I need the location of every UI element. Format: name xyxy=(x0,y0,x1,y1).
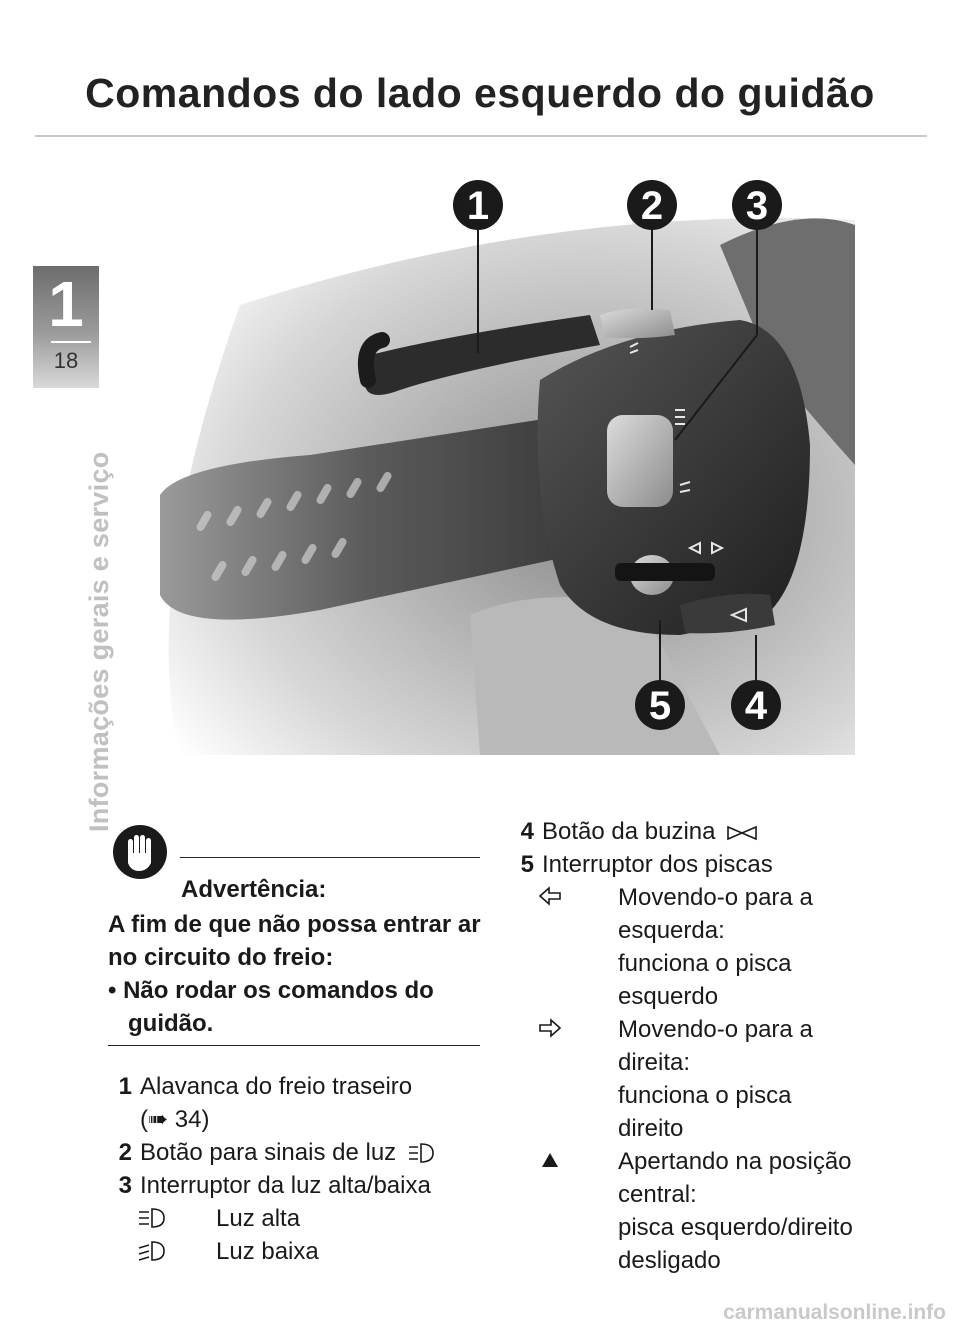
callout-2: 2 xyxy=(640,184,664,228)
sub-item-line: funciona o pisca xyxy=(618,950,792,977)
sub-item-line: funciona o pisca xyxy=(618,1082,792,1109)
item-text: Alavanca do freio traseiro xyxy=(140,1073,413,1100)
page-title: Comandos do lado esquerdo do guidão xyxy=(85,70,875,116)
headlight-flasher-icon xyxy=(407,1142,435,1164)
sub-item-line: Movendo-o para a xyxy=(618,884,813,911)
low-beam-icon xyxy=(136,1239,166,1263)
high-beam-icon xyxy=(136,1206,166,1230)
handlebar-controls-figure xyxy=(120,165,855,755)
item-number: 1 xyxy=(118,1073,132,1100)
item-number: 4 xyxy=(520,818,534,845)
chapter-number: 1 xyxy=(48,268,84,340)
chapter-divider xyxy=(51,341,91,343)
callout-1: 1 xyxy=(466,184,490,228)
legend-list-left xyxy=(108,1070,488,1268)
item-number: 3 xyxy=(118,1172,132,1199)
item-text: Interruptor da luz alta/baixa xyxy=(140,1172,431,1199)
list-item xyxy=(510,848,930,881)
item-text: Interruptor dos piscas xyxy=(542,851,773,878)
sub-item-line: esquerdo xyxy=(618,983,719,1010)
item-number: 5 xyxy=(520,851,534,878)
item-number: 2 xyxy=(118,1139,132,1166)
sub-item-line: Movendo-o para a xyxy=(618,1016,813,1043)
right-arrow-icon xyxy=(538,1017,562,1039)
warning-bottom-rule xyxy=(108,1045,480,1046)
list-item xyxy=(108,1169,488,1202)
callout-4: 4 xyxy=(744,684,768,728)
warning-body xyxy=(108,908,488,1040)
warning-text: A fim de que não possa entrar ar no circuito do freio: xyxy=(108,911,481,971)
sub-item-line: desligado xyxy=(618,1247,721,1274)
sub-item-text: Luz baixa xyxy=(216,1238,319,1265)
stop-hand-icon xyxy=(111,823,169,881)
item-text: Botão da buzina xyxy=(542,818,716,845)
sub-item-line: direito xyxy=(618,1115,684,1142)
warning-top-rule xyxy=(180,857,480,858)
warning-title: Advertência: xyxy=(181,876,327,903)
sub-item xyxy=(510,881,930,1013)
section-label: Informações gerais e serviço xyxy=(84,451,114,832)
up-triangle-icon xyxy=(538,1149,562,1171)
page-reference: (➠ 34) xyxy=(140,1106,210,1133)
sub-item xyxy=(510,1013,930,1145)
left-arrow-icon xyxy=(538,885,562,907)
watermark: carmanualsonline.info xyxy=(723,1301,946,1324)
sub-item xyxy=(108,1202,488,1235)
title-divider xyxy=(35,135,927,137)
sub-item xyxy=(108,1235,488,1268)
sub-item-line: central: xyxy=(618,1181,697,1208)
sub-item-line: direita: xyxy=(618,1049,691,1076)
list-item xyxy=(108,1070,488,1136)
list-item xyxy=(510,815,930,848)
sub-item-line: esquerda: xyxy=(618,917,725,944)
sub-item xyxy=(510,1145,930,1277)
page-number: 18 xyxy=(53,348,79,373)
horn-icon xyxy=(726,823,758,843)
sub-item-text: Luz alta xyxy=(216,1205,301,1232)
sub-item-line: pisca esquerdo/direito xyxy=(618,1214,853,1241)
warning-bullet: • Não rodar os comandos do guidão. xyxy=(108,977,434,1037)
legend-list-right xyxy=(510,815,930,1277)
list-item xyxy=(108,1136,488,1169)
sub-item-line: Apertando na posição xyxy=(618,1148,852,1175)
callout-3: 3 xyxy=(745,184,769,228)
callout-5: 5 xyxy=(648,684,672,728)
item-text: Botão para sinais de luz xyxy=(140,1139,397,1166)
